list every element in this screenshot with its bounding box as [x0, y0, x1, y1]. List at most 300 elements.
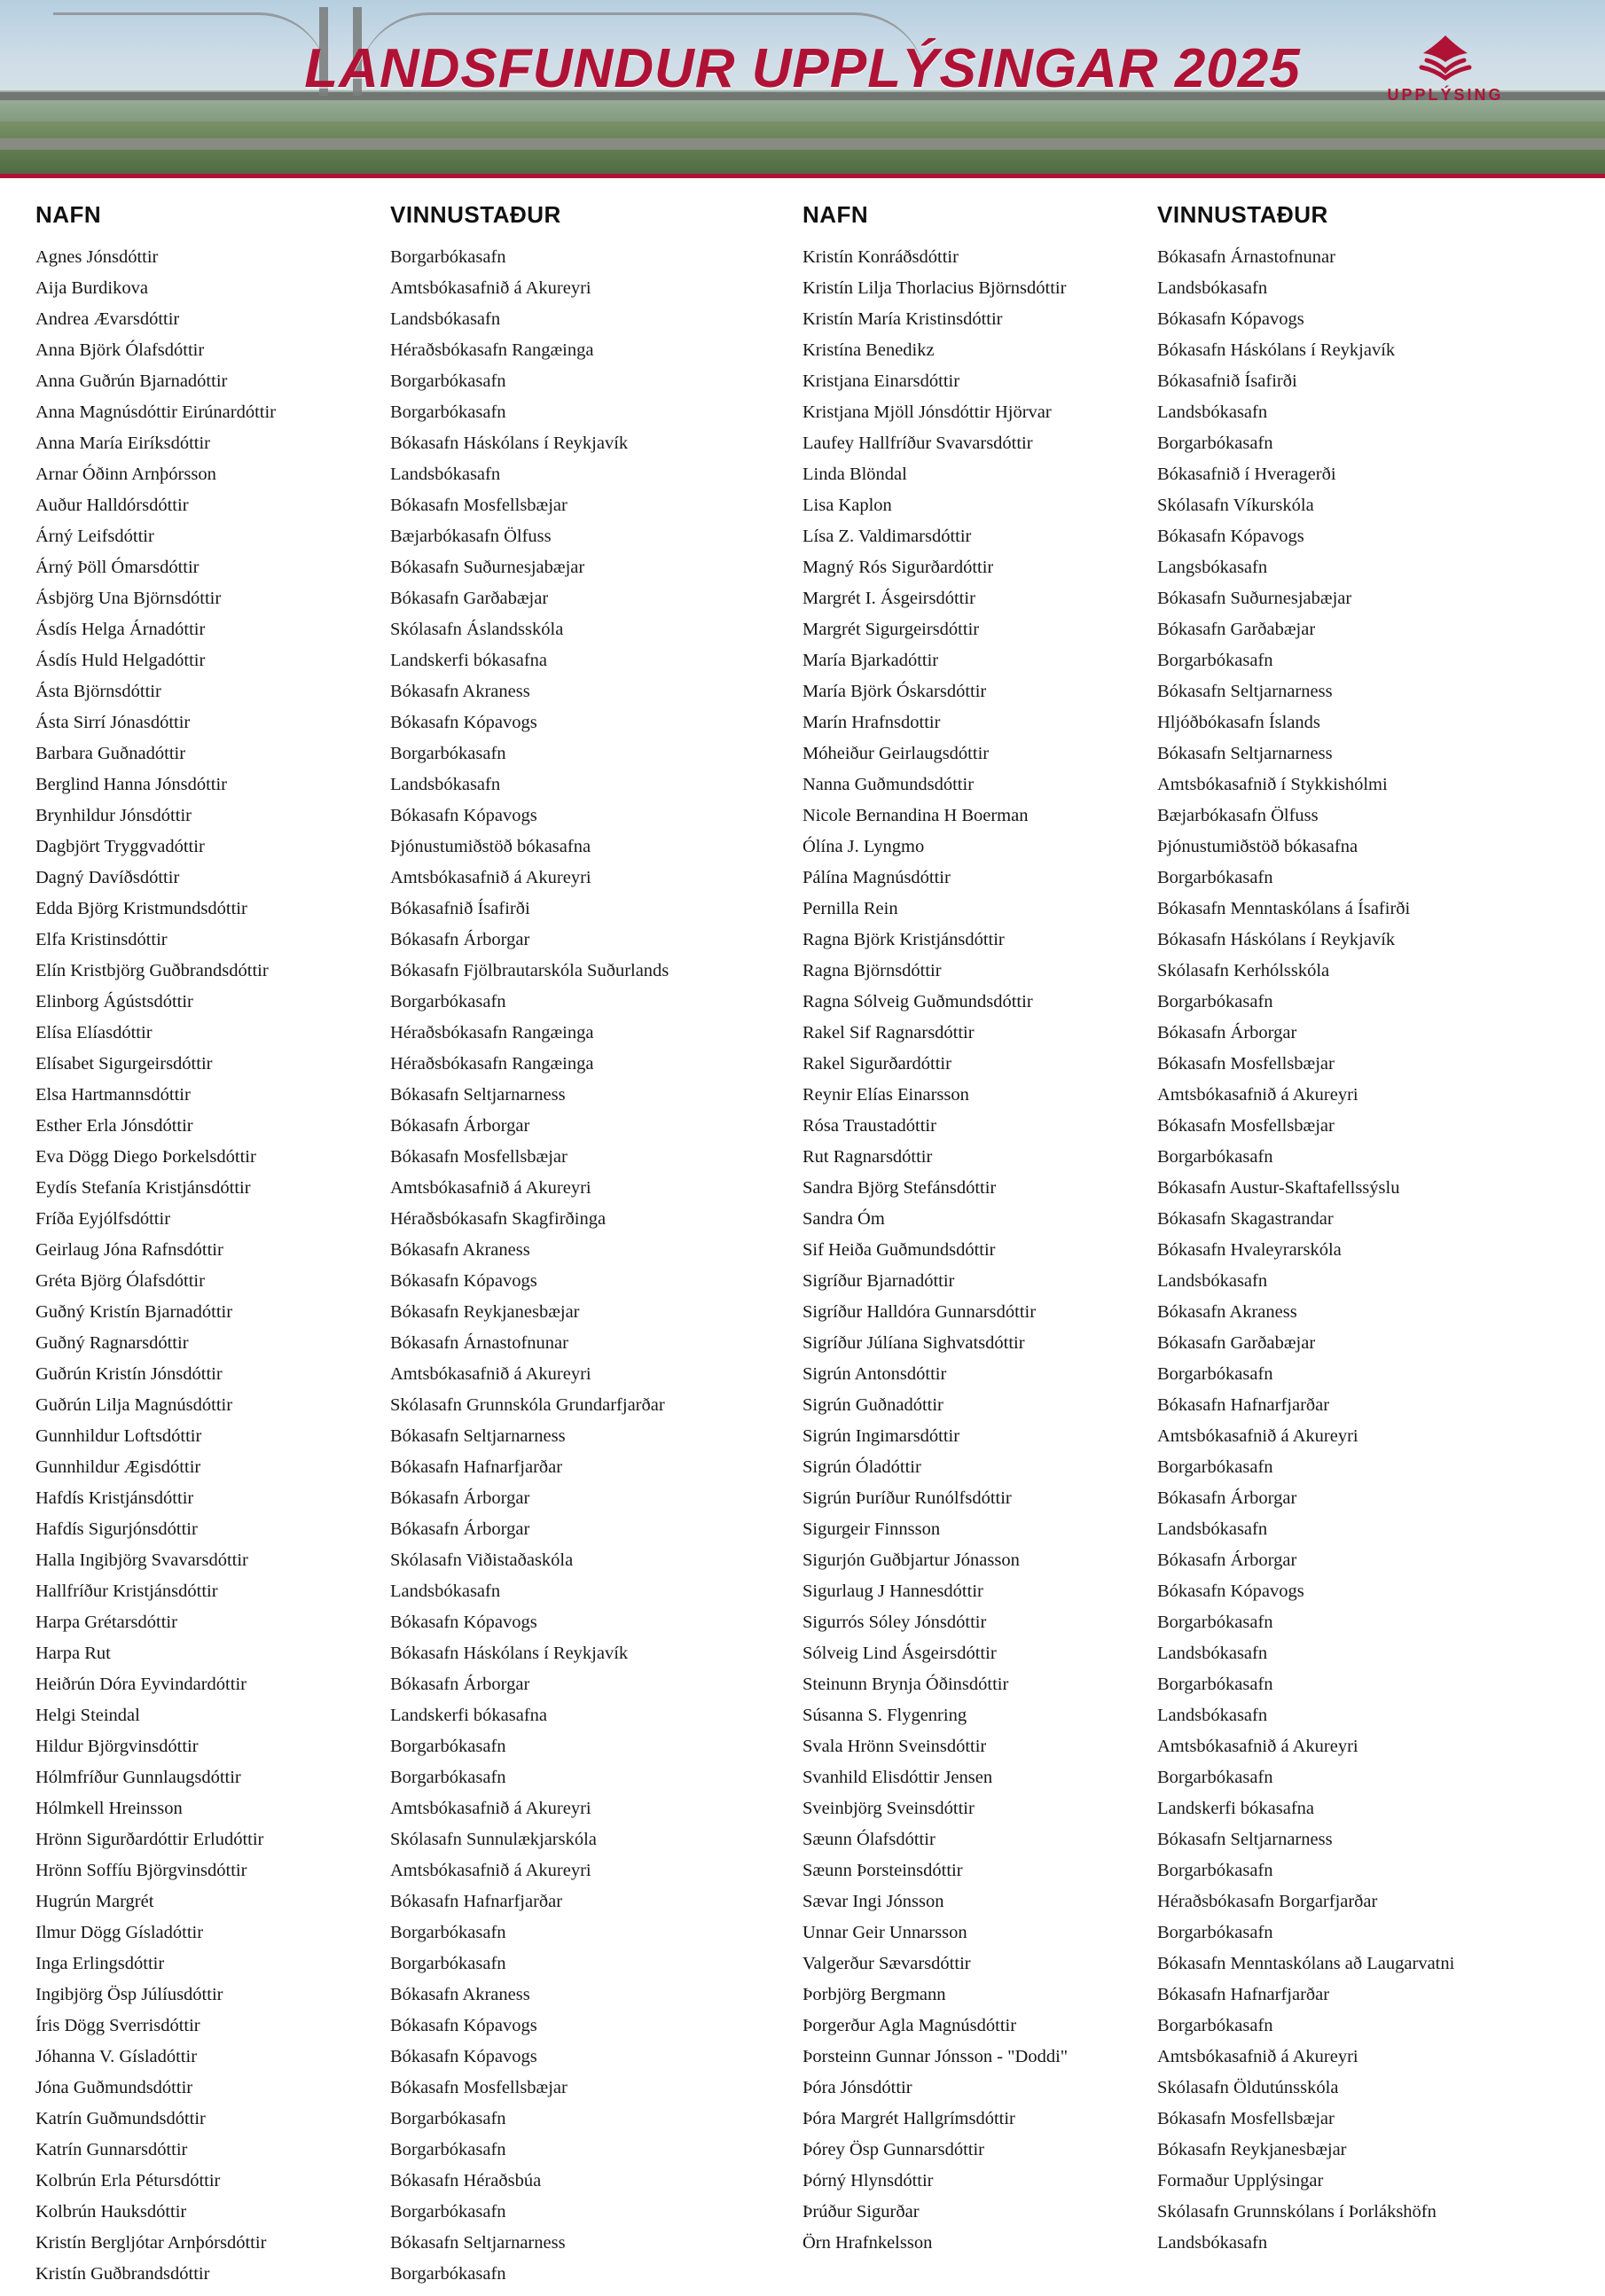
attendee-name: Marín Hrafnsdottir: [802, 713, 941, 732]
table-row: [35, 1644, 1570, 1675]
attendee-name: Sigurgeir Finnsson: [802, 1519, 941, 1539]
attendee-workplace: Bókasafn Reykjanesbæjar: [1157, 2140, 1347, 2159]
attendee-workplace: Landskerfi bókasafna: [1157, 1799, 1315, 1818]
attendee-workplace: Langsbókasafn: [1157, 558, 1268, 577]
attendee-name: Sigrún Guðnadóttir: [802, 1395, 943, 1415]
attendee-name: Helgi Steindal: [35, 1706, 140, 1725]
table-row: [35, 1396, 1570, 1427]
attendee-workplace: Bókasafnið Ísafirði: [390, 899, 530, 918]
attendee-name: Rósa Traustadóttir: [802, 1116, 936, 1136]
attendee-name: Íris Dögg Sverrisdóttir: [35, 2016, 200, 2035]
attendee-name: Ásdís Helga Árnadóttir: [35, 620, 206, 639]
table-row: [35, 1893, 1570, 1924]
table-row: [35, 2079, 1570, 2110]
attendee-name: Hafdís Sigurjónsdóttir: [35, 1519, 198, 1539]
attendee-name: Jóna Guðmundsdóttir: [35, 2078, 193, 2097]
attendee-name: Harpa Rut: [35, 1644, 111, 1663]
attendee-name: Ragna Björk Kristjánsdóttir: [802, 930, 1005, 949]
attendee-workplace: Bókasafn Háskólans í Reykjavík: [1157, 930, 1396, 949]
attendee-name: Þorgerður Agla Magnúsdóttir: [802, 2016, 1017, 2035]
attendee-workplace: Bókasafn Akraness: [1157, 1302, 1297, 1322]
table-row: [35, 1955, 1570, 1986]
table-row: [35, 1613, 1570, 1644]
roster-content: [0, 178, 1605, 2296]
table-row: [35, 2110, 1570, 2141]
attendee-name: Þorbjörg Bergmann: [802, 1985, 946, 2004]
attendee-name: Sigríður Halldóra Gunnarsdóttir: [802, 1302, 1037, 1322]
attendee-name: Fríða Eyjólfsdóttir: [35, 1209, 171, 1229]
attendee-workplace: Bókasafn Menntaskólans að Laugarvatni: [1157, 1954, 1455, 1973]
attendee-name: Ásta Sirrí Jónasdóttir: [35, 713, 191, 732]
attendee-name: [802, 2265, 1157, 2296]
attendee-workplace: Landsbókasafn: [1157, 1519, 1268, 1539]
table-row: [35, 1365, 1570, 1396]
attendee-workplace: Bókasafn Seltjarnarness: [390, 1085, 566, 1105]
table-row: [35, 1520, 1570, 1551]
attendee-name: Kristín Bergljótar Arnþórsdóttir: [35, 2233, 267, 2253]
table-row: [35, 527, 1570, 558]
table-row: [35, 962, 1570, 993]
attendee-name: Heiðrún Dóra Eyvindardóttir: [35, 1675, 247, 1694]
attendee-workplace: Borgarbókasafn: [1157, 1768, 1273, 1787]
attendee-workplace: Bókasafn Hafnarfjarðar: [1157, 1985, 1330, 2004]
attendee-workplace: Amtsbókasafnið á Akureyri: [1157, 1737, 1358, 1756]
attendee-workplace: Amtsbókasafnið á Akureyri: [1157, 2047, 1358, 2066]
table-row: [35, 1024, 1570, 1055]
attendee-workplace: Skólasafn Áslandsskóla: [390, 620, 564, 639]
attendee-name: Hafdís Kristjánsdóttir: [35, 1488, 194, 1508]
attendee-name: Þorsteinn Gunnar Jónsson - "Doddi": [802, 2047, 1069, 2066]
table-row: [35, 807, 1570, 838]
attendee-name: Rakel Sif Ragnarsdóttir: [802, 1023, 975, 1043]
attendee-name: Þóra Margrét Hallgrímsdóttir: [802, 2109, 1015, 2128]
attendee-workplace: Bókasafn Kópavogs: [1157, 527, 1304, 546]
attendee-name: Rut Ragnarsdóttir: [802, 1147, 933, 1167]
attendee-workplace: Bókasafn Mosfellsbæjar: [1157, 1116, 1335, 1136]
attendee-workplace: Landsbókasafn: [1157, 1271, 1268, 1291]
table-row: [35, 1706, 1570, 1738]
table-body: [35, 248, 1570, 2296]
attendee-name: Svanhild Elisdóttir Jensen: [802, 1768, 993, 1787]
table-row: [35, 1303, 1570, 1334]
attendee-name: Hugrún Margrét: [35, 1892, 154, 1911]
attendee-workplace: Bókasafn Kópavogs: [390, 806, 537, 825]
attendee-name: Kristín Lilja Thorlacius Björnsdóttir: [802, 278, 1067, 298]
table-row: [35, 1551, 1570, 1582]
table-row: [35, 1769, 1570, 1800]
table-row: [35, 1862, 1570, 1893]
attendee-workplace: Amtsbókasafnið á Akureyri: [390, 1178, 591, 1198]
attendee-workplace: Bókasafn Árborgar: [390, 1519, 530, 1539]
table-row: [35, 1055, 1570, 1086]
table-row: [35, 1148, 1570, 1179]
attendee-workplace: Bókasafn Suðurnesjabæjar: [1157, 589, 1352, 608]
attendee-name: Sigurrós Sóley Jónsdóttir: [802, 1613, 987, 1632]
table-row: [35, 1738, 1570, 1769]
attendee-name: Sigríður Júlíana Sighvatsdóttir: [802, 1333, 1025, 1353]
attendee-name: Aija Burdikova: [35, 278, 148, 298]
attendee-workplace: Bókasafn Hafnarfjarðar: [1157, 1395, 1330, 1415]
attendee-workplace: Bókasafn Akraness: [390, 1985, 530, 2004]
attendee-name: Ragna Sólveig Guðmundsdóttir: [802, 992, 1033, 1011]
attendee-workplace: Landsbókasafn: [390, 309, 501, 329]
attendee-name: Esther Erla Jónsdóttir: [35, 1116, 193, 1136]
attendee-name: Sævar Ingi Jónsson: [802, 1892, 944, 1911]
attendee-workplace: Bókasafn Árnastofnunar: [1157, 247, 1335, 267]
attendee-workplace: Bókasafn Seltjarnarness: [1157, 744, 1333, 763]
attendee-workplace: Amtsbókasafnið á Akureyri: [390, 1364, 591, 1384]
table-row: [35, 993, 1570, 1024]
attendee-name: Sæunn Þorsteinsdóttir: [802, 1861, 963, 1880]
attendee-workplace: Héraðsbókasafn Borgarfjarðar: [1157, 1892, 1378, 1911]
attendee-name: Andrea Ævarsdóttir: [35, 309, 180, 329]
attendee-name: Reynir Elías Einarsson: [802, 1085, 969, 1105]
attendee-name: Kristín Guðbrandsdóttir: [35, 2264, 210, 2284]
attendee-workplace: Bókasafn Fjölbrautarskóla Suðurlands: [390, 961, 669, 980]
table-row: [35, 1489, 1570, 1520]
attendee-name: Þórey Ösp Gunnarsdóttir: [802, 2140, 984, 2159]
table-row: [35, 776, 1570, 807]
attendee-workplace: Amtsbókasafnið á Akureyri: [390, 1861, 591, 1880]
table-row: [35, 434, 1570, 465]
attendee-workplace: Héraðsbókasafn Skagfirðinga: [390, 1209, 607, 1229]
attendee-name: Þóra Jónsdóttir: [802, 2078, 912, 2097]
attendee-name: Unnar Geir Unnarsson: [802, 1923, 967, 1942]
attendee-workplace: Bókasafn Hafnarfjarðar: [390, 1457, 563, 1477]
table-row: [35, 2141, 1570, 2172]
attendee-workplace: Amtsbókasafnið á Akureyri: [390, 868, 591, 887]
attendee-name: Súsanna S. Flygenring: [802, 1706, 967, 1725]
table-row: [35, 1582, 1570, 1613]
attendee-name: Sigurlaug J Hannesdóttir: [802, 1581, 983, 1601]
column-header-name-left: NAFN: [35, 201, 102, 228]
logo-text: UPPLÝSING: [1387, 86, 1504, 104]
table-row: [35, 2172, 1570, 2203]
attendee-workplace: Bókasafn Garðabæjar: [390, 589, 549, 608]
attendee-name: Hrönn Soffíu Björgvinsdóttir: [35, 1861, 247, 1880]
table-row: [35, 403, 1570, 434]
table-row: [35, 931, 1570, 962]
table-row: [35, 1800, 1570, 1831]
attendee-workplace: Borgarbókasafn: [390, 402, 506, 422]
attendee-workplace: Bókasafn Árnastofnunar: [390, 1333, 568, 1353]
table-row: [35, 248, 1570, 279]
table-row: [35, 2234, 1570, 2265]
table-row: [35, 1334, 1570, 1365]
attendee-workplace: [1157, 2265, 1570, 2296]
attendee-name: Berglind Hanna Jónsdóttir: [35, 775, 227, 794]
table-row: [35, 372, 1570, 403]
attendee-workplace: Bókasafn Árborgar: [1157, 1550, 1297, 1570]
table-row: [35, 1924, 1570, 1955]
attendee-workplace: Héraðsbókasafn Rangæinga: [390, 1023, 594, 1043]
attendee-workplace: Amtsbókasafnið á Akureyri: [390, 1799, 591, 1818]
attendee-workplace: Borgarbókasafn: [1157, 1457, 1273, 1477]
attendee-name: Sigrún Ingimarsdóttir: [802, 1426, 960, 1446]
attendee-workplace: Bókasafn Garðabæjar: [1157, 620, 1316, 639]
attendee-name: Ingibjörg Ösp Júlíusdóttir: [35, 1985, 223, 2004]
attendee-workplace: Borgarbókasafn: [390, 2264, 506, 2284]
attendee-name: Hildur Björgvinsdóttir: [35, 1737, 199, 1756]
attendee-workplace: Bókasafn Háskólans í Reykjavík: [1157, 340, 1396, 360]
attendee-name: Linda Blöndal: [802, 465, 907, 484]
attendee-workplace: Landsbókasafn: [1157, 402, 1268, 422]
attendee-workplace: Bókasafn Hafnarfjarðar: [390, 1892, 563, 1911]
attendee-name: Lisa Kaplon: [802, 496, 892, 515]
attendee-workplace: Bókasafn Kópavogs: [390, 2047, 537, 2066]
attendee-workplace: Bókasafn Seltjarnarness: [1157, 1830, 1333, 1849]
attendee-name: Guðný Kristín Bjarnadóttir: [35, 1302, 233, 1322]
attendee-workplace: Bókasafn Kópavogs: [390, 1613, 537, 1632]
table-row: [35, 1986, 1570, 2017]
attendee-name: Laufey Hallfríður Svavarsdóttir: [802, 433, 1033, 453]
attendee-name: Kristín María Kristinsdóttir: [802, 309, 1003, 329]
attendee-name: Anna María Eiríksdóttir: [35, 433, 210, 453]
attendee-workplace: Bókasafn Mosfellsbæjar: [1157, 2109, 1335, 2128]
attendee-workplace: Borgarbókasafn: [1157, 1364, 1273, 1384]
attendee-workplace: Héraðsbókasafn Rangæinga: [390, 340, 594, 360]
attendee-name: Eydís Stefanía Kristjánsdóttir: [35, 1178, 251, 1198]
attendee-name: Agnes Jónsdóttir: [35, 247, 159, 267]
attendee-workplace: Bókasafn Mosfellsbæjar: [390, 1147, 568, 1167]
attendee-name: Elísa Elíasdóttir: [35, 1023, 153, 1043]
attendee-name: Örn Hrafnkelsson: [802, 2233, 933, 2253]
attendee-workplace: Skólasafn Víkurskóla: [1157, 496, 1314, 515]
attendee-workplace: Borgarbókasafn: [1157, 1613, 1273, 1632]
attendee-workplace: Borgarbókasafn: [1157, 1675, 1273, 1694]
attendee-workplace: Bókasafn Reykjanesbæjar: [390, 1302, 580, 1322]
attendee-workplace: Bókasafn Kópavogs: [390, 1271, 537, 1291]
attendee-name: Rakel Sigurðardóttir: [802, 1054, 951, 1074]
table-row: [35, 1210, 1570, 1241]
attendee-name: Sif Heiða Guðmundsdóttir: [802, 1240, 996, 1260]
attendee-workplace: Bókasafnið Ísafirði: [1157, 371, 1297, 391]
attendee-workplace: Amtsbókasafnið á Akureyri: [1157, 1085, 1358, 1105]
attendee-workplace: Bókasafn Mosfellsbæjar: [390, 2078, 568, 2097]
attendee-name: Ilmur Dögg Gísladóttir: [35, 1923, 204, 1942]
attendee-name: Móheiður Geirlaugsdóttir: [802, 744, 990, 763]
attendee-workplace: Borgarbókasafn: [390, 2109, 506, 2128]
attendee-name: Brynhildur Jónsdóttir: [35, 806, 192, 825]
attendee-name: Geirlaug Jóna Rafnsdóttir: [35, 1240, 223, 1260]
table-row: [35, 590, 1570, 621]
table-row: [35, 558, 1570, 590]
attendee-name: Sigrún Þuríður Runólfsdóttir: [802, 1488, 1012, 1508]
table-row: [35, 869, 1570, 900]
attendee-name: Elinborg Ágústsdóttir: [35, 992, 193, 1011]
attendee-name: Harpa Grétarsdóttir: [35, 1613, 177, 1632]
table-row: [35, 341, 1570, 372]
attendee-name: Svala Hrönn Sveinsdóttir: [802, 1737, 987, 1756]
attendee-workplace: Bókasafn Árborgar: [390, 1116, 530, 1136]
attendee-workplace: Borgarbókasafn: [1157, 1147, 1273, 1167]
table-row: [35, 1458, 1570, 1489]
attendee-workplace: Bókasafn Kópavogs: [1157, 309, 1304, 329]
attendee-workplace: Landsbókasafn: [390, 465, 501, 484]
upplysing-logo: [1371, 34, 1520, 105]
attendee-name: Hrönn Sigurðardóttir Erludóttir: [35, 1830, 264, 1849]
attendee-workplace: Bókasafn Kópavogs: [1157, 1581, 1304, 1601]
attendee-name: Kristjana Mjöll Jónsdóttir Hjörvar: [802, 402, 1052, 422]
attendee-name: Elfa Kristinsdóttir: [35, 930, 168, 949]
attendee-workplace: Borgarbókasafn: [390, 1954, 506, 1973]
attendee-name: Anna Björk Ólafsdóttir: [35, 340, 205, 360]
attendee-name: Steinunn Brynja Óðinsdóttir: [802, 1675, 1009, 1694]
attendee-workplace: Bókasafn Menntaskólans á Ísafirði: [1157, 899, 1411, 918]
attendee-name: Hólmfríður Gunnlaugsdóttir: [35, 1768, 241, 1787]
attendee-workplace: Borgarbókasafn: [390, 2202, 506, 2222]
attendee-name: Nanna Guðmundsdóttir: [802, 775, 975, 794]
attendee-name: Hólmkell Hreinsson: [35, 1799, 183, 1818]
page-title: LANDSFUNDUR UPPLÝSINGAR 2025: [304, 38, 1301, 99]
attendee-workplace: Skólasafn Grunnskólans í Þorlákshöfn: [1157, 2202, 1437, 2222]
attendee-workplace: Skólasafn Grunnskóla Grundarfjarðar: [390, 1395, 665, 1415]
table-row: [35, 496, 1570, 527]
attendee-workplace: Landskerfi bókasafna: [390, 651, 548, 670]
table-row: [35, 1179, 1570, 1210]
attendee-name: Auður Halldórsdóttir: [35, 496, 189, 515]
attendee-workplace: Bókasafn Skagastrandar: [1157, 1209, 1334, 1229]
attendee-workplace: Bókasafn Kópavogs: [390, 2016, 537, 2035]
attendee-workplace: Bæjarbókasafn Ölfuss: [1157, 806, 1319, 825]
banner-road: [0, 138, 1605, 150]
table-row: [35, 2203, 1570, 2234]
table-row: [35, 1117, 1570, 1148]
table-row: [35, 652, 1570, 683]
attendee-name: Arnar Óðinn Arnþórsson: [35, 465, 216, 484]
attendee-workplace: Borgarbókasafn: [390, 2140, 506, 2159]
attendee-workplace: Bókasafnið í Hveragerði: [1157, 465, 1336, 484]
attendee-workplace: Landsbókasafn: [1157, 2233, 1268, 2253]
attendee-name: Ásta Björnsdóttir: [35, 682, 161, 701]
attendee-name: Sæunn Ólafsdóttir: [802, 1830, 936, 1849]
attendee-name: Guðrún Lilja Magnúsdóttir: [35, 1395, 233, 1415]
attendee-workplace: Bókasafn Seltjarnarness: [390, 2233, 566, 2253]
attendee-workplace: Borgarbókasafn: [390, 992, 506, 1011]
attendee-table: [35, 201, 1570, 2296]
table-row: [35, 714, 1570, 745]
attendee-name: Edda Björg Kristmundsdóttir: [35, 899, 247, 918]
attendee-workplace: Bókasafn Árborgar: [390, 930, 530, 949]
attendee-workplace: Bókasafn Seltjarnarness: [1157, 682, 1333, 701]
attendee-workplace: Bókasafn Árborgar: [1157, 1023, 1297, 1043]
table-row: [35, 1086, 1570, 1117]
attendee-workplace: Landsbókasafn: [1157, 1706, 1268, 1725]
attendee-workplace: Borgarbókasafn: [1157, 992, 1273, 1011]
attendee-name: Ásdís Huld Helgadóttir: [35, 651, 206, 670]
table-row: [35, 683, 1570, 714]
attendee-name: Kolbrún Erla Pétursdóttir: [35, 2171, 221, 2191]
attendee-name: Magný Rós Sigurðardóttir: [802, 558, 994, 577]
attendee-workplace: Þjónustumiðstöð bókasafna: [1157, 837, 1358, 856]
attendee-workplace: Borgarbókasafn: [390, 247, 506, 267]
attendee-workplace: Bókasafn Austur-Skaftafellssýslu: [1157, 1178, 1400, 1198]
attendee-workplace: Landsbókasafn: [1157, 278, 1268, 298]
attendee-workplace: Borgarbókasafn: [1157, 651, 1273, 670]
table-row: [35, 838, 1570, 869]
attendee-name: Kristín Konráðsdóttir: [802, 247, 959, 267]
attendee-workplace: Skólasafn Öldutúnsskóla: [1157, 2078, 1339, 2097]
attendee-workplace: Bókasafn Akraness: [390, 682, 530, 701]
attendee-workplace: Bókasafn Háskólans í Reykjavík: [390, 1644, 629, 1663]
attendee-workplace: Bókasafn Árborgar: [390, 1488, 530, 1508]
attendee-workplace: Landsbókasafn: [390, 775, 501, 794]
attendee-workplace: Bókasafn Mosfellsbæjar: [390, 496, 568, 515]
attendee-name: Valgerður Sævarsdóttir: [802, 1954, 971, 1973]
attendee-name: Sigurjón Guðbjartur Jónasson: [802, 1550, 1020, 1570]
attendee-name: Dagný Davíðsdóttir: [35, 868, 180, 887]
attendee-name: Katrín Guðmundsdóttir: [35, 2109, 206, 2128]
attendee-workplace: Bókasafn Mosfellsbæjar: [1157, 1054, 1335, 1074]
attendee-workplace: Borgarbókasafn: [1157, 1923, 1273, 1942]
table-row: [35, 1427, 1570, 1458]
attendee-name: Kristína Benedikz: [802, 340, 935, 360]
table-row: [35, 2017, 1570, 2048]
attendee-name: Barbara Guðnadóttir: [35, 744, 186, 763]
attendee-workplace: Borgarbókasafn: [1157, 433, 1273, 453]
attendee-name: Sigrún Antonsdóttir: [802, 1364, 947, 1384]
attendee-name: Kolbrún Hauksdóttir: [35, 2202, 187, 2222]
attendee-workplace: Borgarbókasafn: [390, 371, 506, 391]
table-row: [35, 621, 1570, 652]
attendee-workplace: Formaður Upplýsingar: [1157, 2171, 1324, 2191]
attendee-workplace: Borgarbókasafn: [1157, 1861, 1273, 1880]
attendee-workplace: Bókasafn Garðabæjar: [1157, 1333, 1316, 1353]
attendee-name: Árný Þöll Ómarsdóttir: [35, 558, 200, 577]
attendee-name: Margrét I. Ásgeirsdóttir: [802, 589, 975, 608]
attendee-name: Eva Dögg Diego Þorkelsdóttir: [35, 1147, 256, 1167]
attendee-workplace: Borgarbókasafn: [390, 1768, 506, 1787]
table-header-row: [35, 201, 1570, 248]
table-row: [35, 745, 1570, 776]
attendee-name: Anna Guðrún Bjarnadóttir: [35, 371, 228, 391]
attendee-name: Margrét Sigurgeirsdóttir: [802, 620, 980, 639]
attendee-name: María Björk Óskarsdóttir: [802, 682, 987, 701]
attendee-name: Sandra Óm: [802, 1209, 885, 1229]
attendee-workplace: Bókasafn Kópavogs: [390, 713, 537, 732]
attendee-workplace: Þjónustumiðstöð bókasafna: [390, 837, 591, 856]
attendee-name: María Bjarkadóttir: [802, 651, 939, 670]
attendee-name: Gunnhildur Loftsdóttir: [35, 1426, 202, 1446]
attendee-name: Gréta Björg Ólafsdóttir: [35, 1271, 205, 1291]
attendee-name: Anna Magnúsdóttir Eirúnardóttir: [35, 402, 277, 422]
column-header-workplace-left: VINNUSTAÐUR: [390, 201, 561, 228]
attendee-workplace: Bókasafn Suðurnesjabæjar: [390, 558, 585, 577]
attendee-name: Dagbjört Tryggvadóttir: [35, 837, 205, 856]
attendee-workplace: Amtsbókasafnið á Akureyri: [390, 278, 591, 298]
attendee-workplace: Landsbókasafn: [1157, 1644, 1268, 1663]
column-header-name-right: NAFN: [802, 201, 869, 228]
attendee-name: Kristjana Einarsdóttir: [802, 371, 960, 391]
attendee-name: Ásbjörg Una Björnsdóttir: [35, 589, 222, 608]
attendee-name: Þórný Hlynsdóttir: [802, 2171, 934, 2191]
attendee-name: Guðný Ragnarsdóttir: [35, 1333, 189, 1353]
attendee-workplace: Amtsbókasafnið á Akureyri: [1157, 1426, 1358, 1446]
attendee-name: Pernilla Rein: [802, 899, 898, 918]
attendee-name: Nicole Bernandina H Boerman: [802, 806, 1029, 825]
attendee-workplace: Landskerfi bókasafna: [390, 1706, 548, 1725]
attendee-workplace: Bókasafn Árborgar: [1157, 1488, 1297, 1508]
table-row: [35, 1272, 1570, 1303]
attendee-workplace: Landsbókasafn: [390, 1581, 501, 1601]
attendee-name: Elsa Hartmannsdóttir: [35, 1085, 191, 1105]
attendee-workplace: Borgarbókasafn: [1157, 868, 1273, 887]
table-row: [35, 310, 1570, 341]
attendee-name: Sveinbjörg Sveinsdóttir: [802, 1799, 975, 1818]
attendee-name: Ragna Björnsdóttir: [802, 961, 942, 980]
attendee-name: Árný Leifsdóttir: [35, 527, 154, 546]
attendee-name: Pálína Magnúsdóttir: [802, 868, 951, 887]
